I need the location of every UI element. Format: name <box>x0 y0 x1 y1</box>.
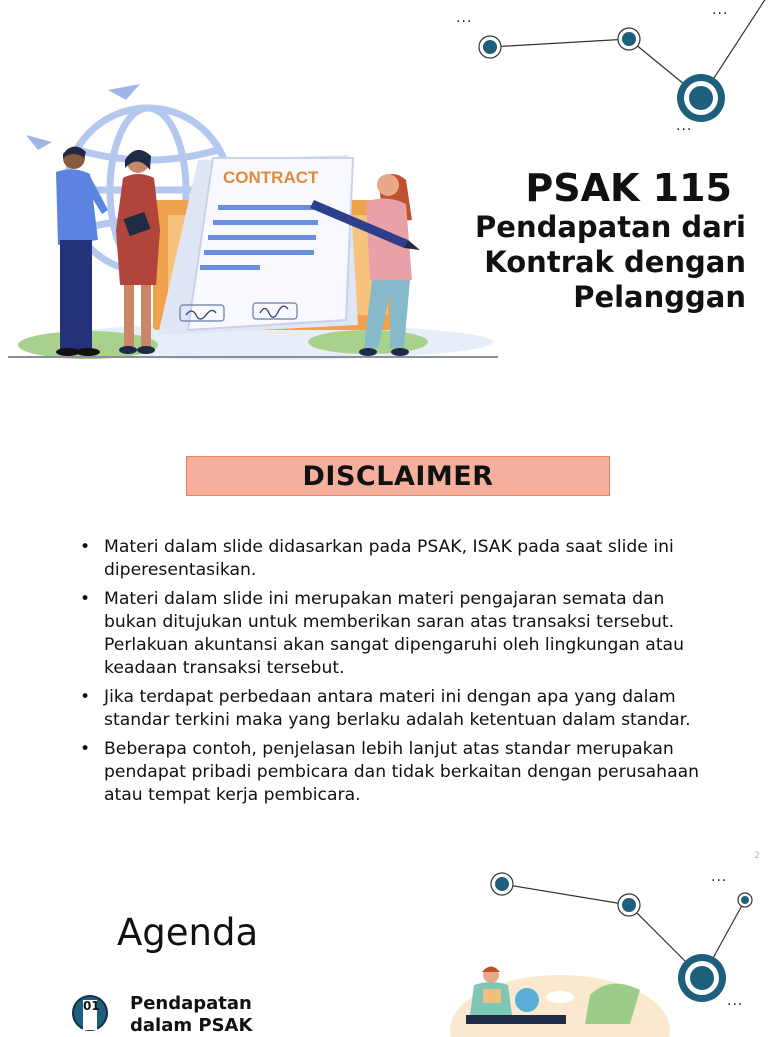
bullet-icon: • <box>80 687 91 707</box>
contract-label: CONTRACT <box>223 168 319 187</box>
disclaimer-list <box>80 536 720 813</box>
ellipsis-decoration: ... <box>712 2 729 18</box>
ellipsis-decoration: ... <box>456 10 473 26</box>
ellipsis-decoration: ... <box>711 869 728 885</box>
paper-plane-icon <box>108 84 140 100</box>
ellipsis-decoration: ... <box>676 118 693 134</box>
page-number: 2 <box>754 851 760 861</box>
bullet-icon: • <box>80 739 91 759</box>
list-item-text: Jika terdapat perbedaan antara materi ini dengan apa yang dalam standar terkini maka yang berlaku adalah ketentuan dalam standar. <box>104 687 691 730</box>
slide-subtitle <box>406 210 746 315</box>
ellipsis-decoration: ... <box>727 993 744 1009</box>
list-item <box>80 686 720 732</box>
subtitle-line: Pendapatan dari <box>475 210 746 244</box>
list-item <box>80 536 720 582</box>
bullet-icon: • <box>80 537 91 557</box>
list-item <box>80 588 720 680</box>
businessman-figure <box>56 146 108 356</box>
list-item-text: Materi dalam slide ini merupakan materi pengajaran semata dan bukan ditujukan untuk memberikan saran atas transaksi tersebut. Perlakuan akuntansi akan sangat dipengaruhi oleh lingkungan atau keadaan transaksi tersebut. <box>104 589 684 678</box>
agenda-number: 01 <box>83 1000 97 1030</box>
bullet-icon: • <box>80 589 91 609</box>
slide-title: PSAK 115 <box>525 166 732 210</box>
agenda-slide <box>0 845 768 1036</box>
agenda-title: Agenda <box>117 911 259 954</box>
agenda-item-text: Pendapatan dalam PSAK <box>130 993 253 1036</box>
disclaimer-heading: DISCLAIMER <box>186 456 610 496</box>
paper-plane-icon <box>26 135 52 150</box>
title-slide <box>0 0 768 430</box>
network-decoration <box>0 845 768 1024</box>
agenda-number-badge <box>72 995 108 1031</box>
subtitle-line: Kontrak dengan <box>484 245 746 279</box>
subtitle-line: Pelanggan <box>573 280 746 314</box>
list-item-text: Materi dalam slide didasarkan pada PSAK, ISAK pada saat slide ini diperesentasikan. <box>104 537 674 580</box>
list-item <box>80 738 720 807</box>
list-item-text: Beberapa contoh, penjelasan lebih lanjut atas standar merupakan pendapat pribadi pembicara dan tidak berkaitan dengan perusahaan atau tempat kerja pembicara. <box>104 739 700 805</box>
disclaimer-slide <box>0 430 768 845</box>
